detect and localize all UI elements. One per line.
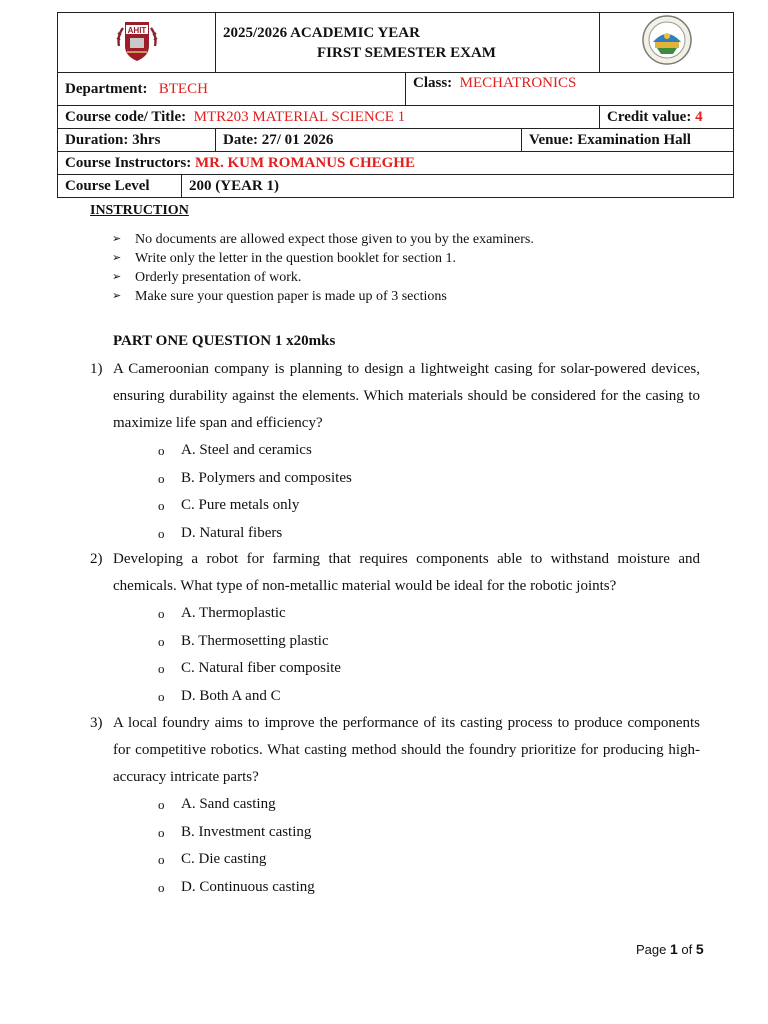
- option-item: o B. Thermosetting plastic: [90, 628, 700, 656]
- current-page: 1: [670, 941, 678, 957]
- exam-title: FIRST SEMESTER EXAM: [317, 44, 496, 61]
- department-label: Department:: [65, 80, 148, 97]
- class-value: MECHATRONICS: [459, 75, 577, 91]
- credit-value: 4: [695, 108, 703, 125]
- instructors-value: MR. KUM ROMANUS CHEGHE: [194, 154, 415, 171]
- question-number: 1): [90, 361, 103, 377]
- academic-year: 2025/2026 ACADEMIC YEAR: [223, 24, 420, 41]
- option-item: o C. Natural fiber composite: [90, 655, 700, 683]
- option-item: o D. Natural fibers: [90, 520, 700, 548]
- circle-bullet-icon: o: [158, 633, 165, 649]
- course-value: MTR203 MATERIAL SCIENCE 1: [193, 108, 406, 125]
- circle-bullet-icon: o: [158, 498, 165, 513]
- institution-logo-icon: [113, 16, 161, 64]
- circle-bullet-icon: o: [158, 824, 165, 840]
- question-text: A Cameroonian company is planning to design a lightweight casing for solar-powered devices, ensuring durability against the elements. Which materials should be considered for the casing to maximize life span and efficiency?: [113, 361, 700, 431]
- svg-text:AHIT: AHIT: [127, 26, 146, 35]
- instructors-cell: [58, 152, 734, 175]
- part-one-title: PART ONE QUESTION 1 x20mks: [113, 333, 336, 349]
- circle-bullet-icon: o: [158, 852, 165, 867]
- option-item: o C. Pure metals only: [90, 492, 700, 520]
- option-item: o C. Die casting: [90, 846, 700, 874]
- option-item: o D. Continuous casting: [90, 874, 700, 902]
- venue-cell: Venue: Examination Hall: [522, 129, 734, 152]
- question-options: [90, 600, 700, 710]
- course-level-value: 200 (YEAR 1): [182, 175, 734, 198]
- option-item: o D. Both A and C: [90, 683, 700, 711]
- page-word: Page: [636, 942, 667, 957]
- option-item: o B. Polymers and composites: [90, 465, 700, 493]
- instructors-label: Course Instructors:: [65, 154, 192, 171]
- class-cell: [406, 73, 734, 106]
- circle-bullet-icon: o: [158, 879, 165, 895]
- exam-header-table: [57, 12, 734, 198]
- option-item: o B. Investment casting: [90, 819, 700, 847]
- question-number: 3): [90, 715, 103, 731]
- option-item: o A. Sand casting: [90, 791, 700, 819]
- option-item: o A. Thermoplastic: [90, 600, 700, 628]
- duration-cell: Duration: 3hrs: [58, 129, 216, 152]
- institution-logo-cell: [58, 13, 216, 73]
- instruction-item: ➢ Make sure your question paper is made up of 3 sections: [112, 289, 447, 304]
- department-value: BTECH: [158, 80, 208, 97]
- arrow-bullet-icon: ➢: [112, 271, 122, 283]
- date-cell: Date: 27/ 01 2026: [216, 129, 522, 152]
- circle-bullet-icon: o: [158, 525, 165, 541]
- instruction-title: INSTRUCTION: [90, 203, 189, 218]
- circle-bullet-icon: o: [158, 443, 165, 458]
- total-pages: 5: [695, 941, 704, 957]
- instruction-item: ➢ No documents are allowed expect those given to you by the examiners.: [112, 232, 534, 247]
- department-cell: [58, 73, 406, 106]
- circle-bullet-icon: o: [158, 661, 165, 676]
- question-2: [90, 546, 700, 710]
- exam-title-cell: [216, 13, 600, 73]
- credit-label: Credit value:: [607, 108, 692, 125]
- course-label: Course code/ Title:: [65, 108, 187, 125]
- university-seal-cell: [600, 13, 734, 73]
- university-seal-icon: [641, 14, 693, 66]
- question-1: [90, 356, 700, 547]
- question-text: Developing a robot for farming that requires components able to withstand moisture and chemicals. What type of non-metallic material would be ideal for the robotic joints?: [113, 551, 700, 594]
- instruction-list: [112, 230, 534, 306]
- circle-bullet-icon: o: [158, 688, 165, 704]
- class-label: Class:: [413, 75, 453, 91]
- circle-bullet-icon: o: [158, 797, 165, 812]
- question-options: [90, 791, 700, 901]
- page-number: [636, 941, 704, 957]
- question-3: [90, 710, 700, 901]
- of-word: of: [681, 942, 693, 957]
- circle-bullet-icon: o: [158, 606, 165, 621]
- credit-cell: [600, 106, 734, 129]
- option-item: o A. Steel and ceramics: [90, 437, 700, 465]
- circle-bullet-icon: o: [158, 470, 165, 486]
- question-text: A local foundry aims to improve the performance of its casting process to produce components for competitive robotics. What casting method should the foundry prioritize for producing high-accuracy intricate parts?: [113, 715, 700, 785]
- course-level-label: Course Level: [58, 175, 182, 198]
- question-options: [90, 437, 700, 547]
- instruction-item: ➢ Write only the letter in the question booklet for section 1.: [112, 251, 456, 266]
- instruction-item: ➢ Orderly presentation of work.: [112, 270, 302, 285]
- question-number: 2): [90, 551, 103, 567]
- arrow-bullet-icon: ➢: [112, 290, 122, 302]
- arrow-bullet-icon: ➢: [112, 252, 122, 264]
- arrow-bullet-icon: ➢: [112, 233, 122, 245]
- course-cell: [58, 106, 600, 129]
